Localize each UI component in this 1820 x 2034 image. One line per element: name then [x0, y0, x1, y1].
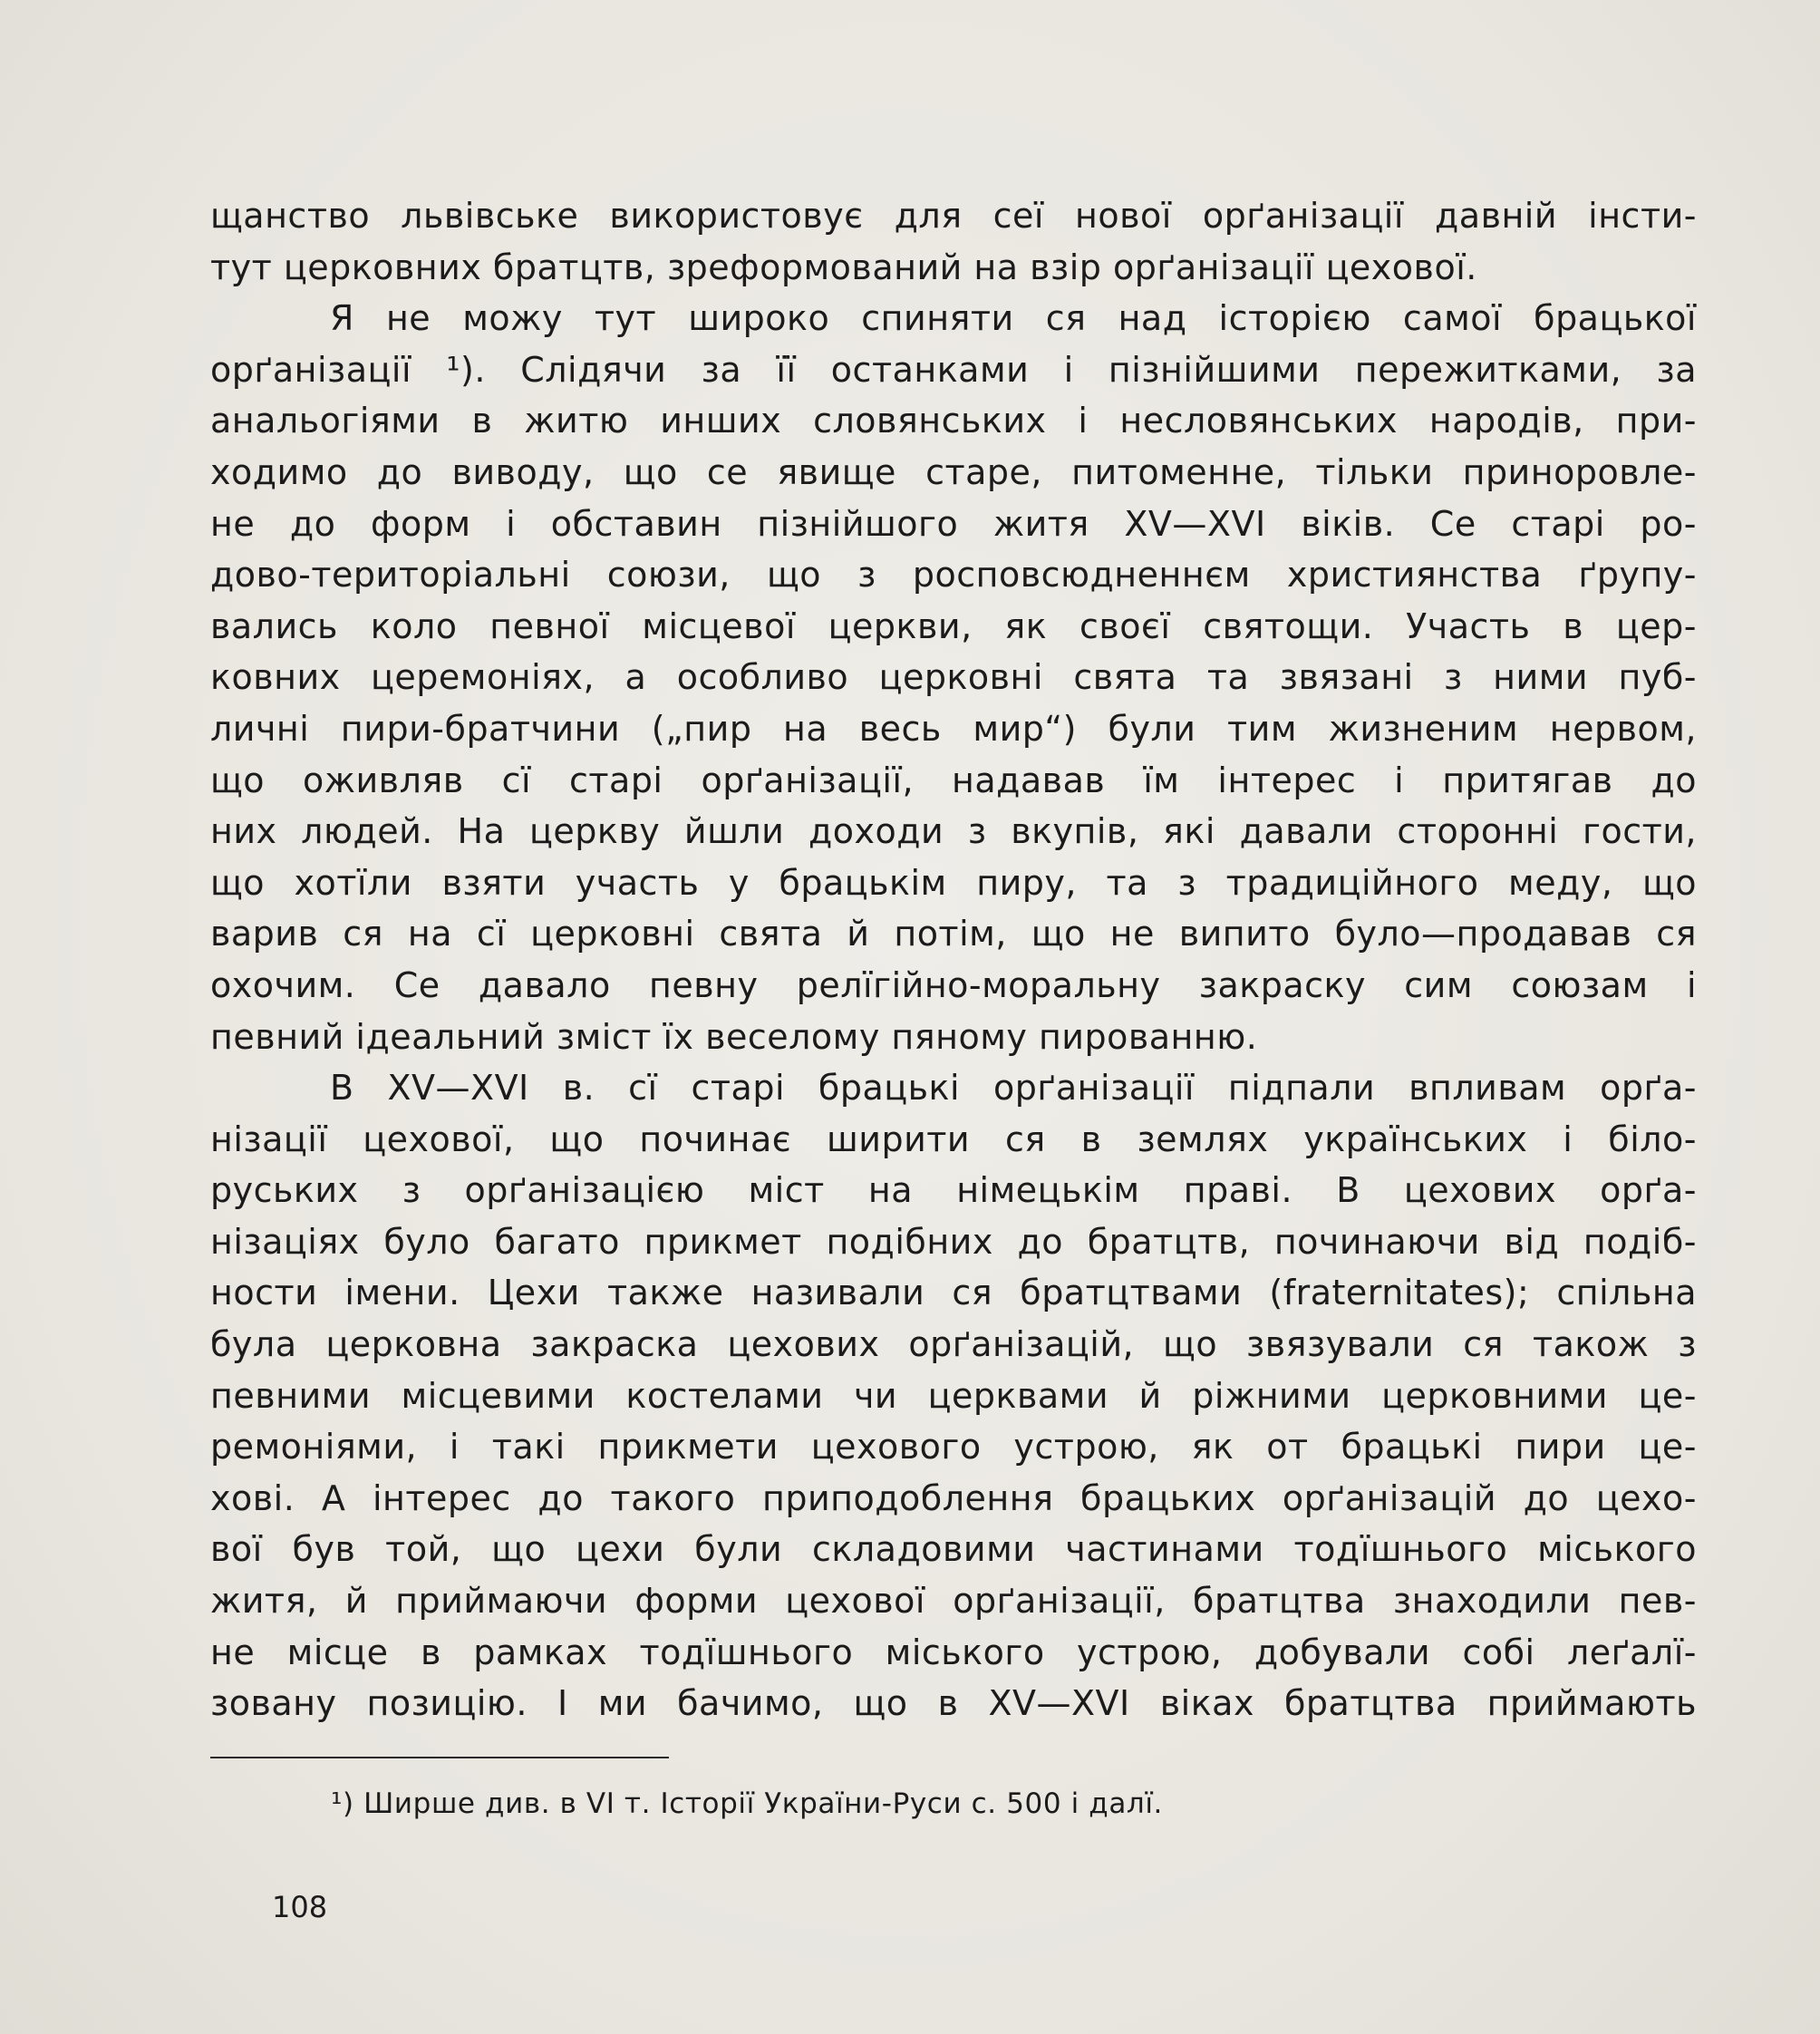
text-line: що хотїли взяти участь у брацькім пиру, та з традиційного меду, що [210, 862, 1697, 903]
text-line: зовану позицію. І ми бачимо, що в XV—XVI віках братцтва приймають [210, 1683, 1697, 1724]
text-line: певними місцевими костелами чи церквами й ріжними церковними це- [210, 1375, 1697, 1416]
text-line: Я не можу тут широко спиняти ся над історією самої брацької [330, 298, 1697, 339]
text-line: вої був той, що цехи були складовими частинами тодїшнього міського [210, 1529, 1697, 1570]
text-line: В XV—XVI в. сї старі брацькі орґанізації підпали впливам орґа- [330, 1068, 1697, 1109]
text-line: охочим. Се давало певну релїгійно-моральну закраску сим союзам і [210, 964, 1697, 1005]
text-line: нізації цехової, що починає ширити ся в землях українських і біло- [210, 1119, 1697, 1159]
text-line: орґанізації ¹). Слідячи за її останками і пізнійшими пережитками, за [210, 349, 1697, 390]
text-line: ности імени. Цехи также називали ся братцтвами (fraternitates); спільна [210, 1273, 1697, 1313]
text-line: них людей. На церкву йшли доходи з вкупів, які давали сторонні гости, [210, 811, 1697, 852]
text-line: анальогіями в житю инших словянських і несловянських народів, при- [210, 401, 1697, 441]
text-line: тут церковних братцтв, зреформований на взір орґанізації цехової. [210, 247, 1477, 287]
text-line: щанство львівське використовує для сеї нової орґанізації давній інсти- [210, 196, 1697, 236]
text-line: не до форм і обставин пізнійшого житя XV—XVI віків. Се старі ро- [210, 503, 1697, 544]
text-line: не місце в рамках тодїшнього міського устрою, добували собі леґалї- [210, 1632, 1697, 1672]
footnote: ¹) Ширше див. в VI т. Історії України-Руси с. 500 і далї. [331, 1787, 1164, 1820]
text-line: житя, й приймаючи форми цехової орґанізації, братцтва знаходили пев- [210, 1581, 1697, 1622]
text-line: була церковна закраска цехових орґанізацій, що звязували ся також з [210, 1324, 1697, 1365]
text-line: ходимо до виводу, що се явище старе, питоменне, тільки приноровле- [210, 451, 1697, 492]
text-line: вались коло певної місцевої церкви, як своєї святощи. Участь в цер- [210, 605, 1697, 646]
text-line: ковних церемоніях, а особливо церковні свята та звязані з ними пуб- [210, 657, 1697, 698]
text-line: певний ідеальний зміст їх веселому пяному пированню. [210, 1016, 1258, 1057]
text-line: ремоніями, і такі прикмети цехового устрою, як от брацькі пири це- [210, 1427, 1697, 1467]
text-line: личні пири-братчини („пир на весь мир“) були тим жизненим нервом, [210, 708, 1697, 749]
footnote-divider [210, 1757, 669, 1758]
text-line: дово-територіальні союзи, що з росповсюдненнєм християнства ґрупу- [210, 555, 1697, 596]
text-line: що оживляв сї старі орґанізації, надавав їм інтерес і притягав до [210, 760, 1697, 800]
text-line: нізаціях було багато прикмет подібних до братцтв, починаючи від подіб- [210, 1221, 1697, 1262]
text-line: руських з орґанізацією міст на німецькім праві. В цехових орґа- [210, 1170, 1697, 1211]
body-text [210, 190, 1697, 1729]
text-line: хові. А інтерес до такого приподоблення брацьких орґанізацій до цехо- [210, 1477, 1697, 1518]
page-number: 108 [272, 1890, 328, 1924]
text-line: варив ся на сї церковні свята й потім, що не випито було—продавав ся [210, 914, 1697, 954]
